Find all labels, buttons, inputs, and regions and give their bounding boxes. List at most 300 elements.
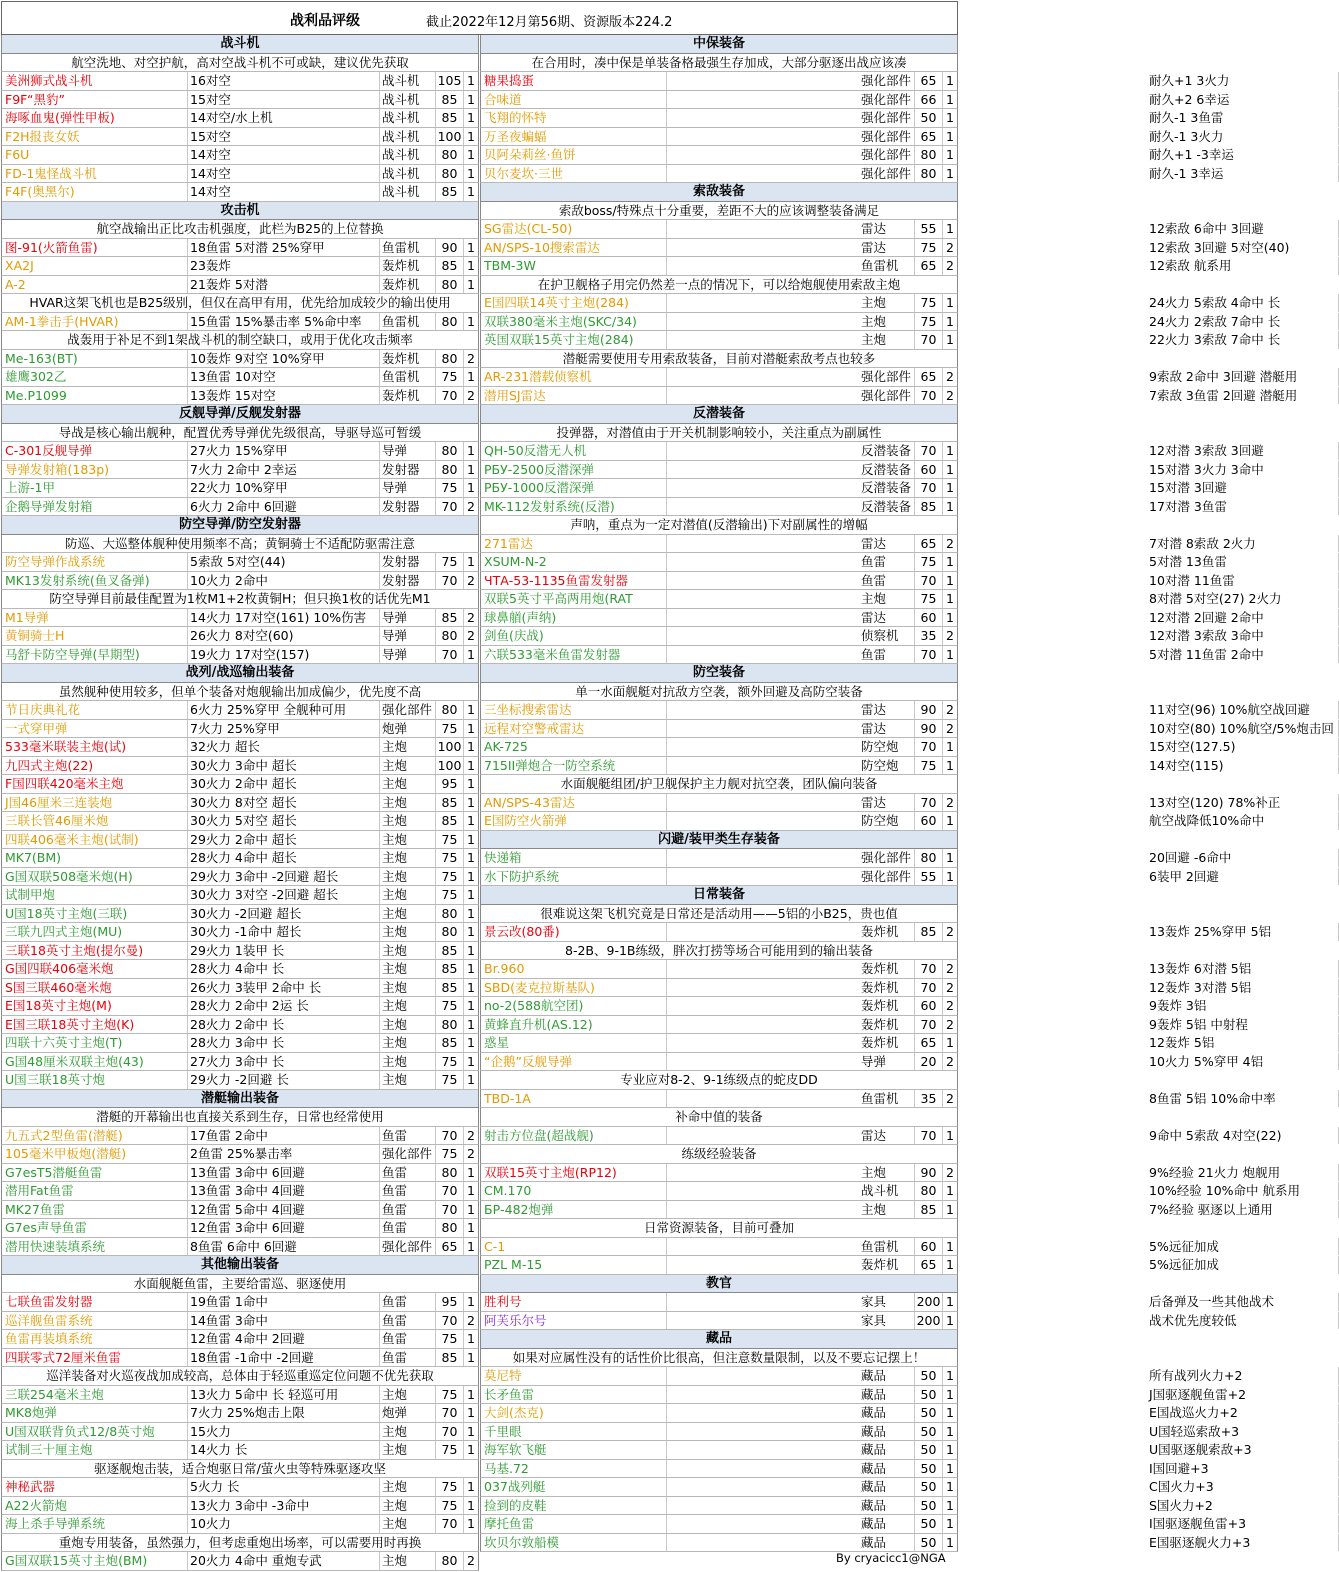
equipment-score: 50 <box>915 1534 943 1552</box>
equipment-stats: 28火力 2命中 长 <box>188 1016 380 1034</box>
equipment-count: 1 <box>467 720 475 736</box>
equipment-type: 主炮 <box>380 1034 436 1052</box>
equipment-count: 2 <box>467 1312 475 1328</box>
equipment-name: MK7(BM) <box>4 849 188 867</box>
equipment-row <box>1 1423 479 1442</box>
equipment-score: 50 <box>915 1386 943 1404</box>
equipment-stats: 30火力 2命中 超长 <box>188 775 380 793</box>
equipment-stats: 14对空/水上机 <box>188 109 380 127</box>
equipment-count: 2 <box>467 572 475 588</box>
equipment-count: 1 <box>467 128 475 144</box>
equipment-type: 主炮 <box>380 942 436 960</box>
equipment-row <box>480 313 1281 332</box>
equipment-count: 1 <box>946 110 954 125</box>
equipment-name: G7es声导鱼雷 <box>4 1219 188 1237</box>
equipment-stats: 15对空 <box>188 91 380 109</box>
equipment-stats: 6火力 25%穿甲 全舰种可用 <box>188 701 380 719</box>
equipment-score: 60 <box>915 1238 943 1256</box>
equipment-type: 雷达 <box>859 720 915 738</box>
equipment-stats: 9轰炸 5铝 中射程 <box>1147 1016 1339 1034</box>
equipment-name: 九四式主炮(22) <box>4 757 188 775</box>
equipment-score: 70 <box>915 738 943 756</box>
equipment-type: 战斗机 <box>859 1182 915 1200</box>
equipment-row <box>480 979 1252 998</box>
equipment-count: 1 <box>946 332 954 347</box>
equipment-name: 三联九四式主炮(MU) <box>4 923 188 941</box>
equipment-type: 主炮 <box>380 979 436 997</box>
equipment-row <box>1 1349 479 1368</box>
equipment-name: XSUM-N-2 <box>483 553 667 571</box>
equipment-stats: 15对潜 3回避 <box>1147 479 1339 497</box>
equipment-stats: 20火力 4命中 重炮专武 <box>188 1552 380 1570</box>
equipment-type: 导弹 <box>380 646 436 664</box>
equipment-type: 反潜装备 <box>859 442 915 460</box>
equipment-name: 贝尔麦坎·三世 <box>483 165 667 183</box>
equipment-count: 1 <box>946 128 954 144</box>
equipment-score: 50 <box>915 1367 943 1385</box>
equipment-stats: 14火力 17对空(161) 10%伤害 <box>188 609 380 627</box>
equipment-score: 105 <box>436 72 464 90</box>
equipment-score: 50 <box>915 1441 943 1459</box>
equipment-stats: 26火力 8对空(60) <box>188 627 380 645</box>
equipment-type: 战斗机 <box>380 146 436 164</box>
equipment-score: 95 <box>436 1293 464 1311</box>
equipment-name: БР-482炮弹 <box>483 1201 667 1219</box>
equipment-name: 271雷达 <box>483 535 667 553</box>
equipment-name: AM-1拳击手(HVAR) <box>4 313 188 331</box>
equipment-name: 英国双联15英寸主炮(284) <box>483 331 667 349</box>
equipment-type: 主炮 <box>380 1552 436 1570</box>
equipment-type: 导弹 <box>380 627 436 645</box>
equipment-name: A-2 <box>4 276 188 294</box>
equipment-name: 七联鱼雷发射器 <box>4 1293 188 1311</box>
equipment-stats: U国驱逐舰索敌+3 <box>1147 1441 1339 1459</box>
equipment-type: 强化部件 <box>859 868 915 886</box>
equipment-score: 200 <box>915 1312 943 1330</box>
equipment-type: 强化部件 <box>859 368 915 386</box>
equipment-score: 70 <box>436 1182 464 1200</box>
equipment-type: 反潜装备 <box>859 498 915 516</box>
section-header: 潜艇输出装备 <box>1 1090 479 1109</box>
equipment-stats: 14对空 <box>188 165 380 183</box>
equipment-count: 1 <box>946 221 954 236</box>
equipment-count: 1 <box>467 1497 475 1513</box>
equipment-count: 1 <box>946 1035 954 1050</box>
page-subtitle: 截止2022年12月第56期、资源版本224.2 <box>426 15 673 30</box>
equipment-score: 50 <box>915 1460 943 1478</box>
equipment-score: 80 <box>436 442 464 460</box>
equipment-stats: 6装甲 2回避 <box>1147 868 1339 886</box>
equipment-score: 75 <box>436 1071 464 1089</box>
equipment-score: 70 <box>915 1127 943 1145</box>
equipment-row <box>1 701 479 720</box>
equipment-count: 1 <box>467 91 475 107</box>
equipment-row <box>480 1534 1251 1553</box>
equipment-type: 家具 <box>859 1312 915 1330</box>
equipment-count: 1 <box>467 1331 475 1346</box>
equipment-score: 100 <box>436 128 464 146</box>
left-column <box>1 35 479 1571</box>
equipment-stats: 5火力 长 <box>188 1478 380 1496</box>
equipment-score: 60 <box>915 609 943 627</box>
equipment-stats: 13鱼雷 10对空 <box>188 368 380 386</box>
equipment-count: 1 <box>946 1460 954 1476</box>
equipment-score: 80 <box>436 1016 464 1034</box>
section-header: 反潜装备 <box>480 405 958 424</box>
equipment-count: 2 <box>467 609 475 625</box>
equipment-type: 鱼雷机 <box>380 313 436 331</box>
equipment-row <box>480 294 1281 313</box>
equipment-stats: E国战巡火力+2 <box>1147 1404 1339 1422</box>
equipment-count: 1 <box>946 313 954 329</box>
equipment-row <box>1 1034 479 1053</box>
equipment-count: 1 <box>467 147 475 162</box>
equipment-row <box>1 1293 479 1312</box>
equipment-stats: 16对空 <box>188 72 380 90</box>
equipment-score: 90 <box>915 720 943 738</box>
equipment-count: 1 <box>467 739 475 754</box>
equipment-name: 千里眼 <box>483 1423 667 1441</box>
equipment-stats: 5对潜 13鱼雷 <box>1147 553 1339 571</box>
equipment-name: 神秘武器 <box>4 1478 188 1496</box>
equipment-score: 60 <box>915 997 943 1015</box>
equipment-row <box>480 1441 1252 1460</box>
equipment-count: 1 <box>946 461 954 477</box>
equipment-name: FD-1鬼怪战斗机 <box>4 165 188 183</box>
equipment-row <box>1 239 479 258</box>
equipment-row <box>1 831 479 850</box>
equipment-name: G7esT5潜艇鱼雷 <box>4 1164 188 1182</box>
equipment-score: 100 <box>436 757 464 775</box>
equipment-name: 六联533毫米鱼雷发射器 <box>483 646 667 664</box>
equipment-name: 三坐标搜索雷达 <box>483 701 667 719</box>
equipment-stats: 6火力 2命中 6回避 <box>188 498 380 516</box>
equipment-name: 双联15英寸主炮(RP12) <box>483 1164 667 1182</box>
equipment-score: 65 <box>915 257 943 275</box>
equipment-name: E国18英寸主炮(M) <box>4 997 188 1015</box>
equipment-stats: 29火力 -2回避 长 <box>188 1071 380 1089</box>
equipment-stats: 13火力 3命中 -3命中 <box>188 1497 380 1515</box>
equipment-stats: 30火力 -1命中 超长 <box>188 923 380 941</box>
equipment-stats: 29火力 2命中 超长 <box>188 831 380 849</box>
equipment-name: 四联十六英寸主炮(T) <box>4 1034 188 1052</box>
equipment-score: 80 <box>915 165 943 183</box>
equipment-stats: 12鱼雷 3命中 6回避 <box>188 1219 380 1237</box>
equipment-row <box>480 146 1234 165</box>
equipment-score: 80 <box>436 701 464 719</box>
equipment-name: Me-163(BT) <box>4 350 188 368</box>
section-note: 重炮专用装备，虽然强力，但考虑重炮出场率，可以需要用时再换 <box>1 1534 479 1553</box>
equipment-row <box>1 960 479 979</box>
equipment-count: 1 <box>467 1072 475 1087</box>
equipment-row <box>1 387 479 406</box>
equipment-count: 2 <box>946 702 954 717</box>
equipment-type: 主炮 <box>380 905 436 923</box>
equipment-type: 防空炮 <box>859 812 915 830</box>
equipment-score: 70 <box>915 979 943 997</box>
equipment-stats: 21轰炸 5对潜 <box>188 276 380 294</box>
equipment-type: 主炮 <box>380 960 436 978</box>
equipment-name: 一式穿甲弹 <box>4 720 188 738</box>
equipment-score: 55 <box>915 868 943 886</box>
equipment-name: ЧТА-53-1135鱼雷发射器 <box>483 572 667 590</box>
equipment-type: 鱼雷 <box>380 1349 436 1367</box>
equipment-score: 50 <box>915 1515 943 1533</box>
section-header: 中保装备 <box>480 35 958 54</box>
equipment-count: 2 <box>946 794 954 810</box>
equipment-row <box>480 1478 1214 1497</box>
equipment-stats: 8对潜 5对空(27) 2火力 <box>1147 590 1339 608</box>
equipment-type: 鱼雷 <box>380 1293 436 1311</box>
equipment-row <box>480 738 1236 757</box>
equipment-name: no-2(588航空团) <box>483 997 667 1015</box>
equipment-name: 景云改(80番) <box>483 923 667 941</box>
equipment-stats: 12鱼雷 4命中 2回避 <box>188 1330 380 1348</box>
equipment-count: 1 <box>467 165 475 181</box>
equipment-score: 80 <box>436 461 464 479</box>
equipment-row <box>480 479 1227 498</box>
equipment-score: 70 <box>436 1201 464 1219</box>
equipment-type: 反潜装备 <box>859 461 915 479</box>
equipment-stats: 15火力 <box>188 1423 380 1441</box>
equipment-name: 三联18英寸主炮(提尔曼) <box>4 942 188 960</box>
section-note: 导战是核心输出舰种，配置优秀导弹优先级很高，导驱导巡可暂缓 <box>1 424 479 443</box>
equipment-stats: 9命中 5索敌 4对空(22) <box>1147 1127 1339 1145</box>
equipment-stats: U国轻巡索敌+3 <box>1147 1423 1339 1441</box>
equipment-count: 1 <box>946 1127 954 1143</box>
equipment-type: 导弹 <box>859 1053 915 1071</box>
section-note: 水面舰艇组团/护卫舰保护主力舰对抗空袭，团队偏向装备 <box>480 775 958 794</box>
equipment-row <box>1 1441 479 1460</box>
equipment-row <box>480 1312 1237 1331</box>
equipment-row <box>480 609 1264 628</box>
equipment-row <box>480 1256 1219 1275</box>
equipment-row <box>1 72 479 91</box>
equipment-count: 1 <box>467 1294 475 1309</box>
equipment-type: 轰炸机 <box>859 979 915 997</box>
equipment-count: 2 <box>946 239 954 255</box>
equipment-stats: 耐久+2 6幸运 <box>1147 91 1339 109</box>
equipment-row <box>1 368 479 387</box>
equipment-stats: 19鱼雷 1命中 <box>188 1293 380 1311</box>
equipment-row <box>1 442 479 461</box>
equipment-type: 鱼雷 <box>859 572 915 590</box>
equipment-score: 70 <box>436 1127 464 1145</box>
equipment-name: G国双联15英寸主炮(BM) <box>4 1552 188 1570</box>
equipment-name: 导弹发射箱(183p) <box>4 461 188 479</box>
equipment-stats: 15对空(127.5) <box>1147 738 1339 756</box>
equipment-score: 65 <box>915 1256 943 1274</box>
equipment-row <box>1 1497 479 1516</box>
equipment-count: 2 <box>467 1146 475 1161</box>
equipment-count: 1 <box>946 1312 954 1328</box>
equipment-row <box>1 109 479 128</box>
equipment-row <box>480 220 1264 239</box>
equipment-stats: 22火力 10%穿甲 <box>188 479 380 497</box>
section-note: 如果对应属性没有的话性价比很高，但注意数量限制，以及不要忘记摆上！ <box>480 1349 958 1368</box>
equipment-stats: 12鱼雷 5命中 4回避 <box>188 1201 380 1219</box>
equipment-count: 2 <box>946 1090 954 1106</box>
equipment-type: 雷达 <box>859 239 915 257</box>
equipment-count: 1 <box>946 1386 954 1402</box>
equipment-score: 85 <box>436 979 464 997</box>
section-note: 巡洋装备对火巡夜战加成较高，总体由于轻巡重巡定位问题不优先获取 <box>1 1367 479 1386</box>
equipment-name: 捡到的皮鞋 <box>483 1497 667 1515</box>
equipment-score: 80 <box>436 923 464 941</box>
equipment-count: 2 <box>467 498 475 514</box>
equipment-type: 主炮 <box>859 313 915 331</box>
equipment-score: 80 <box>436 1219 464 1237</box>
equipment-score: 50 <box>915 1423 943 1441</box>
equipment-type: 防空炮 <box>859 738 915 756</box>
equipment-stats: 32火力 超长 <box>188 738 380 756</box>
equipment-count: 1 <box>467 276 475 292</box>
equipment-count: 2 <box>467 350 475 366</box>
equipment-row <box>1 572 479 591</box>
equipment-score: 80 <box>915 849 943 867</box>
equipment-stats: 10火力 <box>188 1515 380 1533</box>
equipment-count: 1 <box>946 554 954 569</box>
equipment-row <box>480 239 1290 258</box>
equipment-score: 85 <box>436 257 464 275</box>
equipment-count: 1 <box>467 813 475 828</box>
equipment-score: 100 <box>436 738 464 756</box>
equipment-stats: 5对潜 11鱼雷 2命中 <box>1147 646 1339 664</box>
equipment-stats: 后备弹及一些其他战术 <box>1147 1293 1339 1311</box>
title-bar <box>1 1 958 35</box>
equipment-type: 主炮 <box>859 590 915 608</box>
equipment-score: 80 <box>436 1552 464 1570</box>
equipment-score: 85 <box>436 1034 464 1052</box>
equipment-score: 75 <box>436 1441 464 1459</box>
equipment-score: 75 <box>436 479 464 497</box>
equipment-stats: 30火力 3对空 -2回避 超长 <box>188 886 380 904</box>
equipment-score: 70 <box>915 442 943 460</box>
equipment-row <box>1 1053 479 1072</box>
equipment-name: 快递箱 <box>483 849 667 867</box>
equipment-score: 50 <box>915 1404 943 1422</box>
equipment-count: 2 <box>467 387 475 403</box>
equipment-type: 雷达 <box>859 535 915 553</box>
equipment-name: 四联406毫米主炮(试制) <box>4 831 188 849</box>
equipment-type: 鱼雷机 <box>859 257 915 275</box>
equipment-type: 轰炸机 <box>859 1016 915 1034</box>
equipment-type: 导弹 <box>380 442 436 460</box>
equipment-type: 炮弹 <box>380 1404 436 1422</box>
equipment-count: 2 <box>946 1016 954 1032</box>
equipment-name: 雄鹰302乙 <box>4 368 188 386</box>
equipment-row <box>480 1293 1275 1312</box>
equipment-row <box>480 590 1282 609</box>
equipment-name: MK27鱼雷 <box>4 1201 188 1219</box>
equipment-score: 65 <box>915 535 943 553</box>
equipment-row <box>1 1515 479 1534</box>
equipment-count: 1 <box>467 480 475 495</box>
equipment-type: 藏品 <box>859 1534 915 1552</box>
equipment-name: J国46厘米三连装炮 <box>4 794 188 812</box>
equipment-count: 1 <box>946 443 954 458</box>
equipment-type: 主炮 <box>380 923 436 941</box>
equipment-row <box>480 128 1224 147</box>
equipment-name: PZL M-15 <box>483 1256 667 1274</box>
equipment-name: 企鹅导弹发射箱 <box>4 498 188 516</box>
equipment-row <box>480 757 1224 776</box>
equipment-row <box>480 91 1230 110</box>
equipment-row <box>480 165 1224 184</box>
equipment-stats: 27火力 3命中 长 <box>188 1053 380 1071</box>
equipment-stats: 28火力 2命中 2运 长 <box>188 997 380 1015</box>
equipment-stats: 战术优先度较低 <box>1147 1312 1339 1330</box>
equipment-row <box>1 923 479 942</box>
equipment-score: 85 <box>436 794 464 812</box>
equipment-score: 75 <box>436 553 464 571</box>
section-note: 防空导弹目前最佳配置为1枚M1+2枚黄铜H；但只换1枚的话优先M1 <box>1 590 479 609</box>
equipment-score: 80 <box>436 165 464 183</box>
equipment-type: 强化部件 <box>859 146 915 164</box>
equipment-stats: 28火力 3命中 长 <box>188 1034 380 1052</box>
equipment-type: 雷达 <box>859 1127 915 1145</box>
equipment-score: 55 <box>915 220 943 238</box>
equipment-type: 强化部件 <box>380 701 436 719</box>
equipment-stats: 13轰炸 15对空 <box>188 387 380 405</box>
equipment-type: 鱼雷机 <box>859 1238 915 1256</box>
equipment-score: 85 <box>915 498 943 516</box>
equipment-name: TBD-1A <box>483 1090 667 1108</box>
equipment-name: 水下防护系统 <box>483 868 667 886</box>
equipment-score: 70 <box>915 794 943 812</box>
equipment-row <box>480 109 1224 128</box>
equipment-type: 主炮 <box>380 812 436 830</box>
section-note: 战轰用于补足不到1架战斗机的制空缺口，或用于优化攻击频率 <box>1 331 479 350</box>
equipment-name: AN/SPS-43雷达 <box>483 794 667 812</box>
equipment-name: 巡洋舰鱼雷系统 <box>4 1312 188 1330</box>
equipment-count: 1 <box>467 1516 475 1531</box>
equipment-count: 1 <box>946 73 954 88</box>
equipment-row <box>1 257 479 276</box>
equipment-stats: 所有战列火力+2 <box>1147 1367 1339 1385</box>
equipment-count: 2 <box>946 1164 954 1180</box>
equipment-row <box>1 1219 479 1238</box>
equipment-name: 黄铜骑士H <box>4 627 188 645</box>
equipment-type: 主炮 <box>380 757 436 775</box>
equipment-count: 1 <box>946 1183 954 1198</box>
equipment-name: QH-50反潜无人机 <box>483 442 667 460</box>
equipment-count: 1 <box>467 905 475 921</box>
equipment-row <box>480 1367 1243 1386</box>
equipment-type: 藏品 <box>859 1386 915 1404</box>
equipment-name: 剑鱼(庆战) <box>483 627 667 645</box>
equipment-row <box>1 997 479 1016</box>
equipment-count: 1 <box>467 1442 475 1457</box>
equipment-type: 反潜装备 <box>859 479 915 497</box>
equipment-count: 1 <box>467 1405 475 1420</box>
equipment-score: 70 <box>915 646 943 664</box>
equipment-type: 藏品 <box>859 1404 915 1422</box>
equipment-count: 1 <box>467 1349 475 1365</box>
equipment-row <box>480 1238 1219 1257</box>
equipment-count: 1 <box>946 147 954 162</box>
equipment-name: 合味道 <box>483 91 667 109</box>
equipment-count: 1 <box>467 646 475 662</box>
equipment-row <box>480 1386 1247 1405</box>
equipment-row <box>480 1515 1247 1534</box>
equipment-type: 鱼雷 <box>380 1182 436 1200</box>
equipment-row <box>1 1238 479 1257</box>
equipment-count: 1 <box>467 979 475 995</box>
equipment-name: 上游-1甲 <box>4 479 188 497</box>
equipment-stats: 17鱼雷 2命中 <box>188 1127 380 1145</box>
equipment-type: 主炮 <box>380 1515 436 1533</box>
